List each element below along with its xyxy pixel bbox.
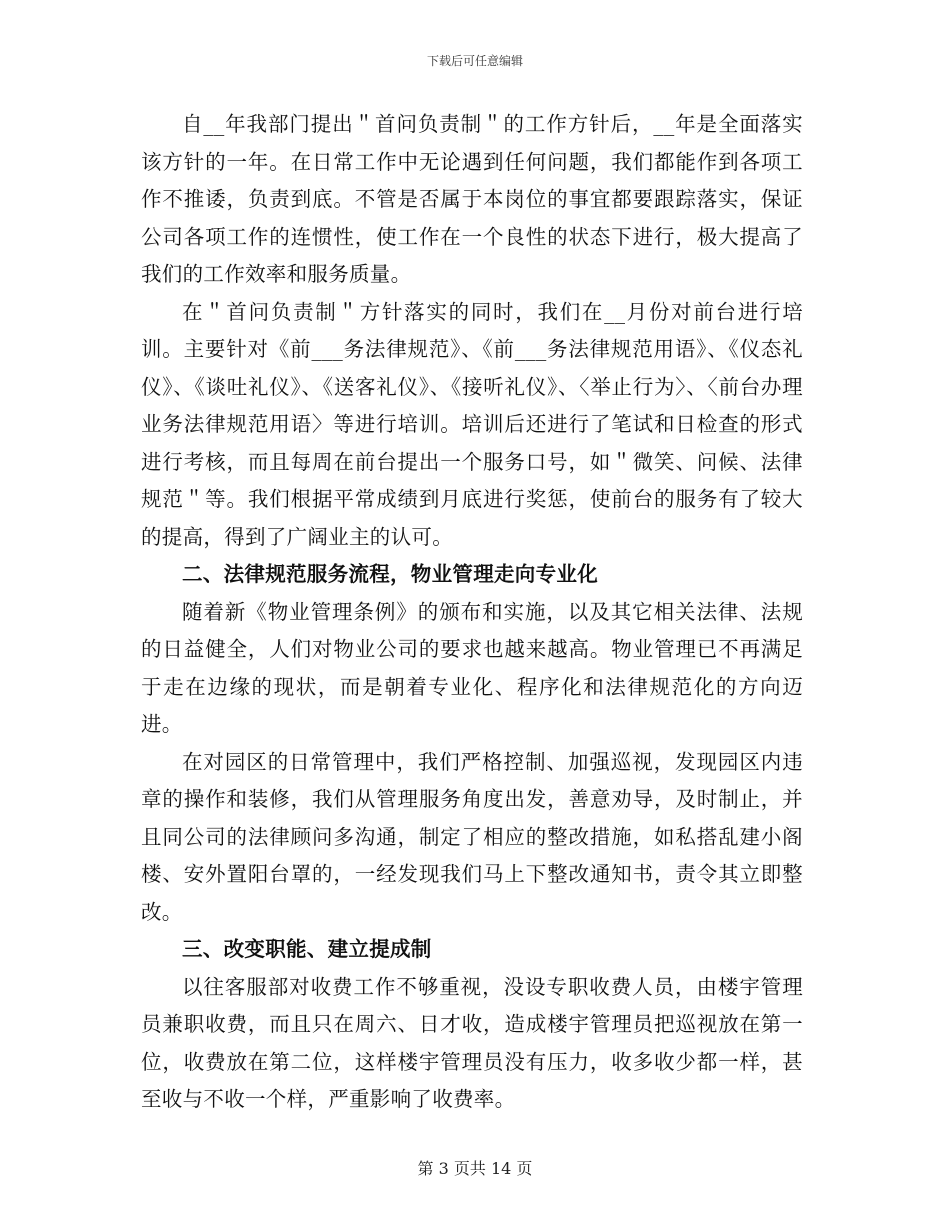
paragraph-property-regulations: 随着新《物业管理条例》的颁布和实施，以及其它相关法律、法规的日益健全，人们对物业公司的要求也越来越高。物业管理已不再满足于走在边缘的现状，而是朝着专业化、程序化和法律规范化的方向迈进。 (141, 599, 803, 736)
document-body (141, 106, 803, 1119)
page-header: 下载后可任意编辑 (426, 54, 523, 68)
section-heading-legal-standard-service: 二、法律规范服务流程，物业管理走向专业化 (182, 562, 598, 586)
paragraph-first-inquiry-policy: 自__年我部门提出＂首问负责制＂的工作方针后，__年是全面落实该方针的一年。在日常工作中无论遇到任何问题，我们都能作到各项工作不推诿，负责到底。不管是否属于本岗位的事宜都要跟踪落实，保证公司各项工作的连惯性，使工作在一个良性的状态下进行，极大提高了我们的工作效率和服务质量。 (141, 112, 803, 286)
page-number: 第 3 页共 14 页 (417, 1159, 533, 1178)
paragraph-fee-collection: 以往客服部对收费工作不够重视，没设专职收费人员，由楼宇管理员兼职收费，而且只在周六、日才收，造成楼宇管理员把巡视放在第一位，收费放在第二位，这样楼宇管理员没有压力，收多收少都一样，甚至收与不收一个样，严重影响了收费率。 (141, 974, 803, 1111)
paragraph-daily-park-management: 在对园区的日常管理中，我们严格控制、加强巡视，发现园区内违章的操作和装修，我们从管理服务角度出发，善意劝导，及时制止，并且同公司的法律顾问多沟通，制定了相应的整改措施，如私搭乱建小阁楼、安外置阳台罩的，一经发现我们马上下整改通知书，责令其立即整改。 (141, 749, 803, 924)
paragraph-front-desk-training: 在＂首问负责制＂方针落实的同时，我们在__月份对前台进行培训。主要针对《前___务法律规范》、《前___务法律规范用语》、《仪态礼仪》、《谈吐礼仪》、《送客礼仪》、《接听礼仪》、〈举止行为〉、〈前台办理业务法律规范用语〉等进行培训。培训后还进行了笔试和日检查的形式进行考核，而且每周在前台提出一个服务口号，如＂微笑、问候、法律规范＂等。我们根据平常成绩到月底进行奖惩，使前台的服务有了较大的提高，得到了广阔业主的认可。 (141, 299, 803, 549)
section-heading-commission-system: 三、改变职能、建立提成制 (182, 937, 432, 961)
